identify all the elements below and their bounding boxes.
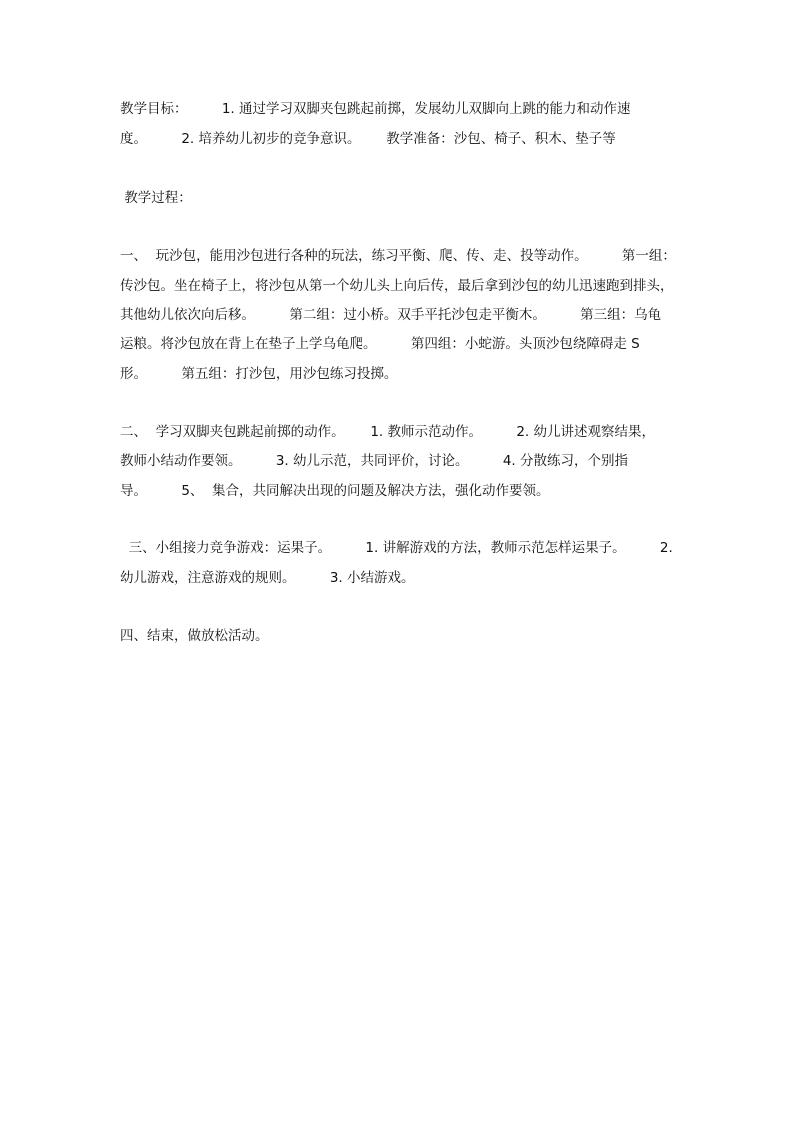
section-3-line-2: 幼儿游戏，注意游戏的规则。 3. 小结游戏。 — [120, 570, 415, 586]
section-4-line-1: 四、结束，做放松活动。 — [120, 628, 269, 644]
process-heading: 教学过程： — [120, 190, 192, 206]
objectives-line-1: 教学目标： 1. 通过学习双脚夹包跳起前掷，发展幼儿双脚向上跳的能力和动作速 — [120, 101, 631, 117]
section-2-line-1: 二、 学习双脚夹包跳起前掷的动作。 1. 教师示范动作。 2. 幼儿讲述观察结果， — [120, 424, 656, 440]
section-2-line-3: 导。 5、 集合，共同解决出现的问题及解决方法，强化动作要领。 — [120, 483, 550, 499]
section-1-line-2: 传沙包。坐在椅子上，将沙包从第一个幼儿头上向后传，最后拿到沙包的幼儿迅速跑到排头， — [120, 278, 674, 294]
section-1-line-3: 其他幼儿依次向后移。 第二组：过小桥。双手平托沙包走平衡木。 第三组：乌龟 — [120, 307, 662, 323]
section-1-line-1: 一、 玩沙包，能用沙包进行各种的玩法，练习平衡、爬、传、走、投等动作。 第一组： — [120, 248, 676, 264]
section-2-line-2: 教师小结动作要领。 3. 幼儿示范，共同评价，讨论。 4. 分散练习，个别指 — [120, 453, 629, 469]
section-1-line-5: 形。 第五组：打沙包，用沙包练习投掷。 — [120, 366, 398, 382]
objectives-line-2: 度。 2. 培养幼儿初步的竞争意识。 教学准备：沙包、椅子、积木、垫子等 — [120, 131, 616, 147]
section-1-line-4: 运粮。将沙包放在背上在垫子上学乌龟爬。 第四组：小蛇游。头顶沙包绕障碍走 S — [120, 336, 640, 352]
section-3-line-1: 三、小组接力竞争游戏：运果子。 1. 讲解游戏的方法，教师示范怎样运果子。 2. — [120, 540, 673, 556]
